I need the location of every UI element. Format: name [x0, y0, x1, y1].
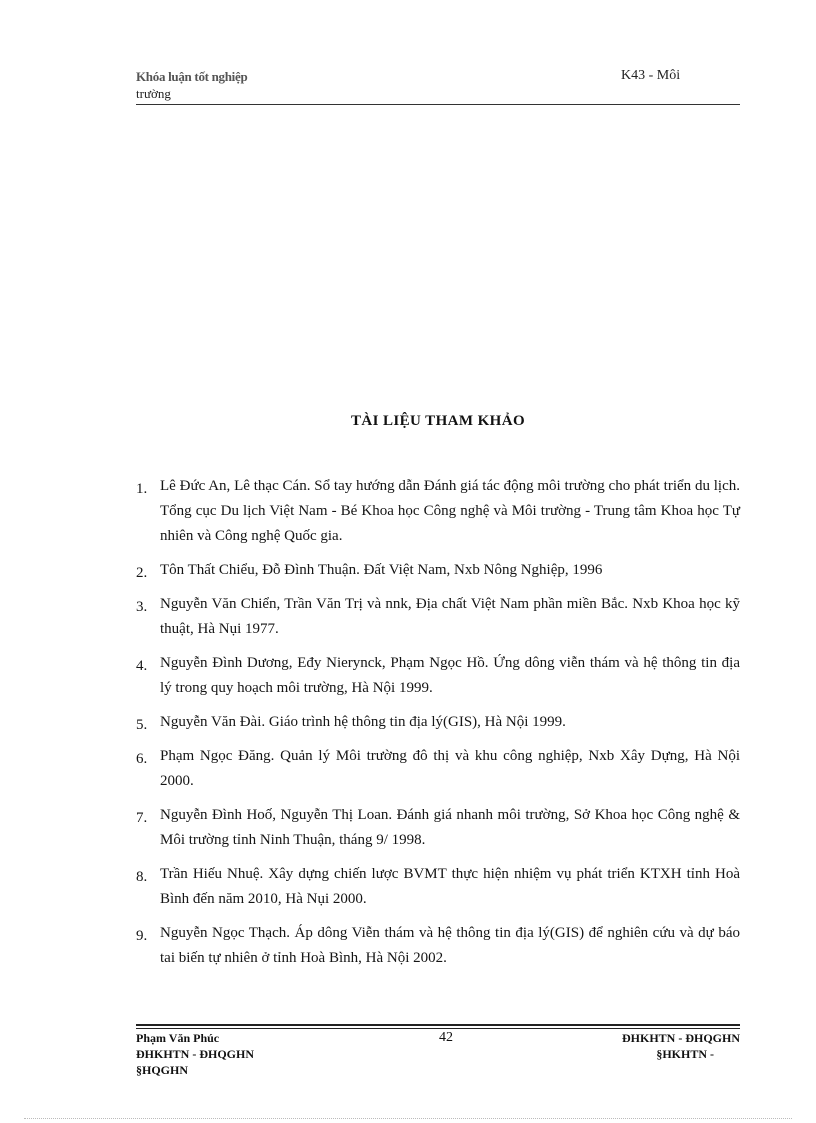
reference-number: 4. [136, 658, 148, 674]
reference-number: 3. [136, 599, 148, 615]
reference-text: Tôn Thất Chiểu, Đỗ Đình Thuận. Đất Việt Nam, Nxb Nông Nghiệp, 1996 [160, 562, 603, 578]
page-number: 42 [439, 1030, 453, 1045]
page-bottom-divider [24, 1118, 792, 1119]
reference-number: 6. [136, 751, 148, 767]
footer-institution-right: ĐHKHTN - ĐHQGHN [621, 1031, 740, 1045]
header-right: K43 - Môi [621, 68, 681, 83]
footer-institution-right-cont: §HKHTN - [656, 1047, 714, 1061]
footer-left [136, 1030, 356, 1078]
reference-text: Nguyễn Đình Dương, Eđy Nierynck, Phạm Ngọc Hồ. Ứng dông viễn thám và hệ thông tin địa lý trong quy hoạch môi trường, Hà Nội 1999. [160, 655, 740, 696]
reference-text: Phạm Ngọc Đăng. Quản lý Môi trường đô thị và khu công nghiệp, Nxb Xây Dựng, Hà Nội 2000. [160, 748, 740, 789]
reference-number: 9. [136, 928, 148, 944]
header-rule [136, 104, 740, 105]
reference-item [136, 651, 740, 701]
reference-text: Nguyễn Văn Đài. Giáo trình hệ thông tin địa lý(GIS), Hà Nội 1999. [160, 714, 566, 730]
reference-item [136, 862, 740, 912]
footer-institution: ĐHKHTN - ĐHQGHN [136, 1047, 255, 1061]
header-thesis-label: Khóa luận tốt nghiệp [136, 69, 248, 84]
reference-text: Nguyễn Ngọc Thạch. Áp dông Viễn thám và hệ thông tin địa lý(GIS) để nghiên cứu và dự báo tai biến tự nhiên ở tỉnh Hoà Bình, Hà Nội 2002. [160, 925, 740, 966]
header-thesis-label-cont: trường [136, 86, 171, 101]
reference-text: Nguyễn Văn Chiển, Trần Văn Trị và nnk, Địa chất Việt Nam phần miền Bắc. Nxb Khoa học kỹ thuật, Hà Nụi 1977. [160, 596, 740, 637]
reference-number: 8. [136, 869, 148, 885]
reference-item [136, 558, 740, 583]
header-left [136, 68, 386, 102]
reference-item [136, 921, 740, 971]
page-title: TÀI LIỆU THAM KHẢO [350, 413, 526, 429]
reference-text: Nguyễn Đình Hoố, Nguyễn Thị Loan. Đánh giá nhanh môi trường, Sở Khoa học Công nghệ & Môi trường tỉnh Ninh Thuận, tháng 9/ 1998. [160, 807, 740, 848]
reference-item [136, 744, 740, 794]
reference-item [136, 474, 740, 549]
reference-number: 1. [136, 481, 148, 497]
reference-item [136, 710, 740, 735]
reference-number: 7. [136, 810, 148, 826]
reference-text: Trần Hiếu Nhuệ. Xây dựng chiến lược BVMT thực hiện nhiệm vụ phát triển KTXH tỉnh Hoà Bình đến năm 2010, Hà Nụi 2000. [160, 866, 740, 907]
footer-rule-thick [136, 1024, 740, 1026]
footer-rule-thin [136, 1028, 740, 1029]
reference-item [136, 803, 740, 853]
footer-right [540, 1030, 740, 1062]
footer-institution-cont: §HQGHN [136, 1063, 189, 1077]
footer-author: Phạm Văn Phúc [136, 1031, 220, 1045]
reference-number: 2. [136, 565, 148, 581]
reference-number: 5. [136, 717, 148, 733]
reference-list [136, 474, 740, 980]
reference-item [136, 592, 740, 642]
reference-text: Lê Đức An, Lê thạc Cán. Sổ tay hướng dẫn Đánh giá tác động môi trường cho phát triển du lịch. Tổng cục Du lịch Việt Nam - Bé Khoa học Công nghệ và Môi trường - Trung tâm Khoa học Tự nhiên và Công nghệ Quốc gia. [160, 478, 740, 544]
